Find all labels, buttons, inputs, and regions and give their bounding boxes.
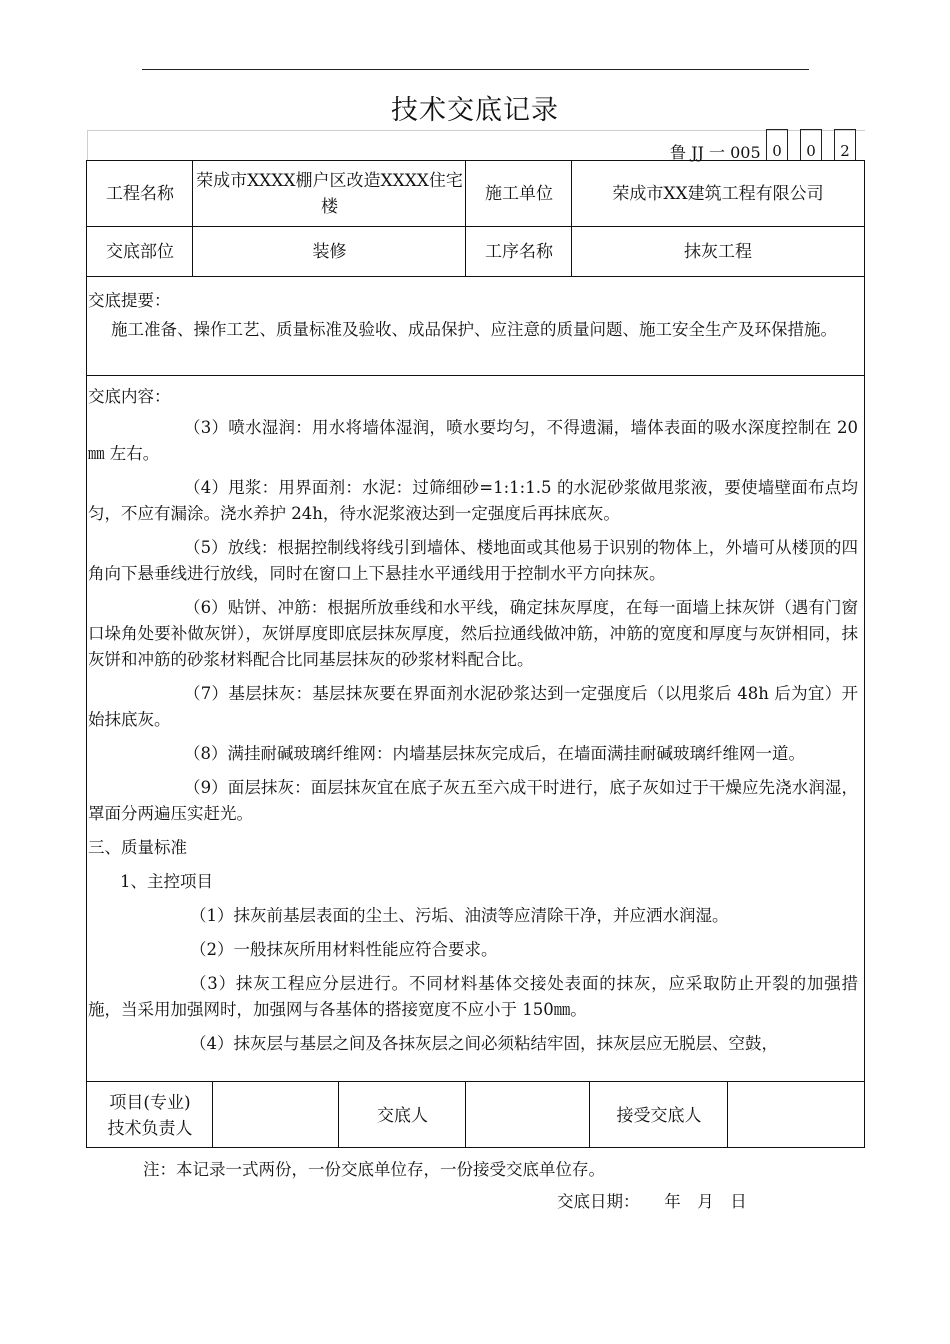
footer-col-4	[589, 1081, 590, 1148]
step-spray-water: （3）喷水湿润：用水将墙体湿润，喷水要均匀，不得遗漏，墙体表面的吸水深度控制在 20㎜ 左右。	[88, 418, 858, 463]
process-name-label: 工序名称	[485, 242, 553, 262]
quality-item-3: （3）抹灰工程应分层进行。不同材料基体交接处表面的抹灰，应采取防止开裂的加强措施，当采用加强网时，加强网与各基体的搭接宽度不应小于 150㎜。	[88, 974, 858, 1019]
col-divider-c	[571, 160, 572, 276]
project-name-label: 工程名称	[106, 184, 174, 204]
step-fiber-mesh: （8）满挂耐碱玻璃纤维网：内墙基层抹灰完成后，在墙面满挂耐碱玻璃纤维网一道。	[184, 744, 805, 763]
code-digit-1: 0	[766, 129, 788, 160]
summary-text: 施工准备、操作工艺、质量标准及验收、成品保护、应注意的质量问题、施工安全生产及环保措施。	[111, 320, 837, 339]
code-digit-3: 2	[834, 129, 856, 160]
disclosure-part-label: 交底部位	[106, 242, 174, 262]
discloser-label: 交底人	[377, 1105, 428, 1126]
construction-unit-label: 施工单位	[485, 184, 553, 204]
col-divider-b	[465, 160, 466, 276]
tech-lead-label-line2: 技术负责人	[107, 1118, 193, 1139]
row-divider-4	[86, 1081, 865, 1082]
header-rule	[142, 69, 809, 70]
receiver-label: 接受交底人	[616, 1105, 702, 1126]
main-control-items-heading: 1、主控项目	[120, 872, 213, 891]
footer-col-2	[338, 1081, 339, 1148]
content-body	[88, 415, 858, 1079]
quality-standard-heading: 三、质量标准	[88, 838, 187, 857]
tech-lead-label	[88, 1083, 212, 1148]
construction-unit-value: 荣成市XX建筑工程有限公司	[612, 184, 824, 204]
quality-item-2: （2）一般抹灰所用材料性能应符合要求。	[190, 940, 498, 959]
step-finish-coat: （9）面层抹灰：面层抹灰宜在底子灰五至六成干时进行，底子灰如过于干燥应先浇水润湿，罩面分两遍压实赶光。	[88, 778, 858, 823]
footer-note: 注：本记录一式两份，一份交底单位存，一份接受交底单位存。	[143, 1160, 605, 1179]
step-plaster-cakes: （6）贴饼、冲筋：根据所放垂线和水平线，确定抹灰厚度，在每一面墙上抹灰饼（遇有门窗口垛角处要补做灰饼），灰饼厚度即底层抹灰厚度，然后拉通线做冲筋，冲筋的宽度和厚度与灰饼相同，抹灰饼和冲筋的砂浆材料配合比同基层抹灰的砂浆材料配合比。	[88, 598, 858, 669]
receiver-signature	[729, 1083, 863, 1148]
footer-col-1	[212, 1081, 213, 1148]
step-base-plaster: （7）基层抹灰：基层抹灰要在界面剂水泥砂浆达到一定强度后（以甩浆后 48h 后为宜）开始抹底灰。	[88, 684, 858, 729]
quality-item-1: （1）抹灰前基层表面的尘土、污垢、油渍等应清除干净，并应洒水润湿。	[190, 906, 729, 925]
summary-heading: 交底提要：	[88, 291, 171, 310]
content-heading: 交底内容：	[88, 387, 171, 406]
step-splash-slurry: （4）甩浆：用界面剂：水泥：过筛细砂=1:1:1.5 的水泥砂浆做甩浆液，要使墙壁面布点均匀，不应有漏涂。浇水养护 24h，待水泥浆液达到一定强度后再抹底灰。	[88, 478, 858, 523]
row-divider-2	[86, 276, 865, 277]
tech-lead-signature	[214, 1083, 338, 1148]
code-digit-2: 0	[800, 129, 822, 160]
project-name-value: 荣成市XXXX棚户区改造XXXX住宅楼	[196, 171, 463, 217]
row-divider-1	[86, 226, 865, 227]
document-title: 技术交底记录	[391, 95, 559, 126]
process-name-value: 抹灰工程	[684, 242, 752, 262]
document-code-label: 鲁 JJ 一 005	[670, 143, 761, 162]
disclosure-part-value: 装修	[312, 242, 347, 262]
step-line-marking: （5）放线：根据控制线将线引到墙体、楼地面或其他易于识别的物体上，外墙可从楼顶的四角向下悬垂线进行放线，同时在窗口上下悬挂水平通线用于控制水平方向抹灰。	[88, 538, 858, 583]
row-divider-3	[86, 375, 865, 376]
disclosure-date: 交底日期： 年 月 日	[557, 1192, 747, 1211]
col-divider-a	[192, 160, 193, 276]
tech-lead-label-line1: 项目(专业)	[109, 1092, 191, 1113]
footer-col-3	[465, 1081, 466, 1148]
discloser-signature	[467, 1083, 589, 1148]
footer-col-5	[727, 1081, 728, 1148]
quality-item-4: （4）抹灰层与基层之间及各抹灰层之间必须粘结牢固，抹灰层应无脱层、空鼓，	[190, 1034, 778, 1053]
